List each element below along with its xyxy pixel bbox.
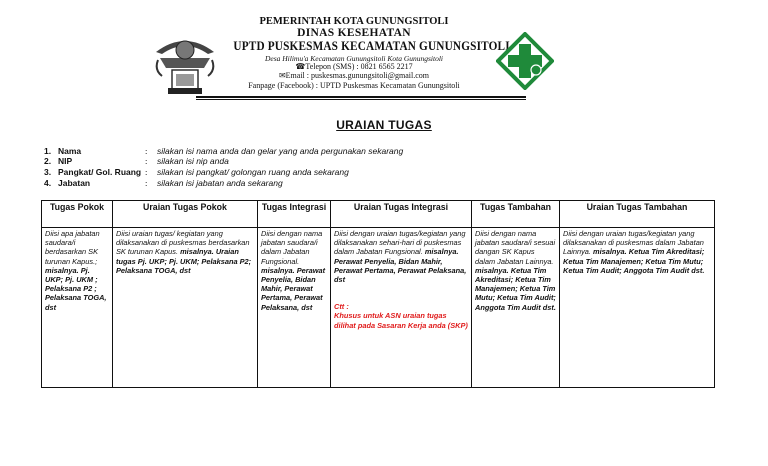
cell-text: Diisi uraian tugas/ kegiatan yang dilaksanakan di puskesmas berdasarkan SK turunan Kapus. [116, 229, 250, 257]
field-colon: : [145, 146, 148, 156]
header-tugas-integrasi: Tugas Integrasi [258, 201, 331, 228]
header-uraian-tugas-integrasi: Uraian Tugas Integrasi [331, 201, 472, 228]
letterhead-email: ✉Email : puskesmas.gunungsitoli@gmail.com [278, 71, 430, 80]
field-label: Jabatan [58, 178, 91, 188]
field-colon: : [145, 167, 148, 177]
cell-example: misalnya. Perawat Penyelia, Bidan Mahir, Perawat Pertama, Perawat Pelaksana, dst [261, 265, 326, 312]
letterhead-institution: UPTD PUSKESMAS KECAMATAN GUNUNGSITOLI [233, 39, 510, 53]
document-title: URAIAN TUGAS [336, 118, 432, 132]
field-colon: : [145, 156, 148, 166]
field-number: 3. [44, 167, 52, 177]
header-tugas-tambahan: Tugas Tambahan [472, 201, 560, 228]
table-header-row [42, 201, 715, 228]
cell-example: misalnya. Uraian tugas Pj. UKP; Pj. UKM; Pelaksana P2; Pelaksana TOGA, dst [116, 247, 252, 275]
cell-text: Diisi dengan nama jabatan saudara/i sesuai dangan SK Kapus dalam Jabatan Lainnya. [475, 229, 556, 266]
letterhead-rule-thin [196, 99, 526, 100]
cell-text: Diisi dengan nama jabatan saudara/i dalam Jabatan Fungsional. [261, 229, 323, 266]
field-number: 2. [44, 156, 52, 166]
cell-text: Diisi dengan uraian tugas/kegiatan yang dilaksanakan sehari-hari di puskesmas dalam Jabatan Fungsional. [334, 229, 466, 257]
city-seal-icon [154, 24, 216, 96]
letterhead-fanpage: Fanpage (Facebook) : UPTD Puskesmas Kecamatan Gunungsitoli [248, 81, 460, 90]
note-text: Khusus untuk ASN uraian tugas dilihat pada Sasaran Kerja anda (SKP) [334, 311, 468, 330]
cell-text: Diisi dengan uraian tugas/kegiatan yang dilaksanakan di puskesmas dalam Jabatan Lainnya. [563, 229, 704, 257]
letterhead-rule [196, 96, 526, 98]
field-value: silakan isi nama anda dan gelar yang anda pergunakan sekarang [157, 146, 404, 156]
header-uraian-tugas-pokok: Uraian Tugas Pokok [113, 201, 258, 228]
cell-example: misalnya. Perawat Penyelia, Bidan Mahir, Perawat Pertama, Perawat Pelaksana, dst [334, 247, 467, 285]
field-value: silakan isi pangkat/ golongan ruang anda sekarang [157, 167, 349, 177]
cell-uraian-tugas-tambahan [560, 228, 715, 388]
cell-text: Diisi apa jabatan saudara/i berdasarkan SK turunan Kapus.; [45, 229, 100, 266]
cell-tugas-tambahan [472, 228, 560, 388]
letterhead-department: DINAS KESEHATAN [297, 27, 411, 39]
letterhead-government: PEMERINTAH KOTA GUNUNGSITOLI [259, 16, 449, 27]
field-value: silakan isi jabatan anda sekarang [157, 178, 283, 188]
field-label: Pangkat/ Gol. Ruang [58, 167, 142, 177]
cell-example: misalnya. Pj. UKP; Pj. UKM ; Pelaksana P2 ; Pelaksana TOGA, dst [45, 265, 107, 312]
letterhead-address: Desa Hilimu'a Kecamatan Gunungsitoli Kota Gunungsitoli [264, 54, 444, 63]
header-uraian-tugas-tambahan: Uraian Tugas Tambahan [560, 201, 715, 228]
cell-uraian-tugas-integrasi [331, 228, 472, 388]
cell-uraian-tugas-pokok [113, 228, 258, 388]
cell-tugas-pokok [42, 228, 113, 388]
header-tugas-pokok: Tugas Pokok [42, 201, 113, 228]
letterhead-phone: ☎Telepon (SMS) : 0821 6565 2217 [295, 62, 413, 71]
field-label: Nama [58, 146, 82, 156]
cell-example: misalnya. Ketua Tim Akreditasi; Ketua Tim Manajemen; Ketua Tim Mutu; Ketua Tim Audit; Anggota Tim Audit dst. [563, 247, 705, 275]
task-table [41, 200, 715, 388]
cell-tugas-integrasi [258, 228, 331, 388]
field-number: 1. [44, 146, 52, 156]
field-label: NIP [58, 156, 73, 166]
cell-example: misalnya. Ketua Tim Akreditasi; Ketua Tim Manajemen; Ketua Tim Mutu; Ketua Tim Audit; Anggota Tim Audit dst. [475, 265, 556, 312]
cell-spacer [334, 284, 468, 302]
note-label: Ctt : [334, 302, 349, 312]
field-number: 4. [44, 178, 52, 188]
table-row [42, 228, 715, 388]
puskesmas-cross-icon [496, 32, 554, 90]
field-colon: : [145, 178, 148, 188]
field-value: silakan isi nip anda [157, 156, 229, 166]
